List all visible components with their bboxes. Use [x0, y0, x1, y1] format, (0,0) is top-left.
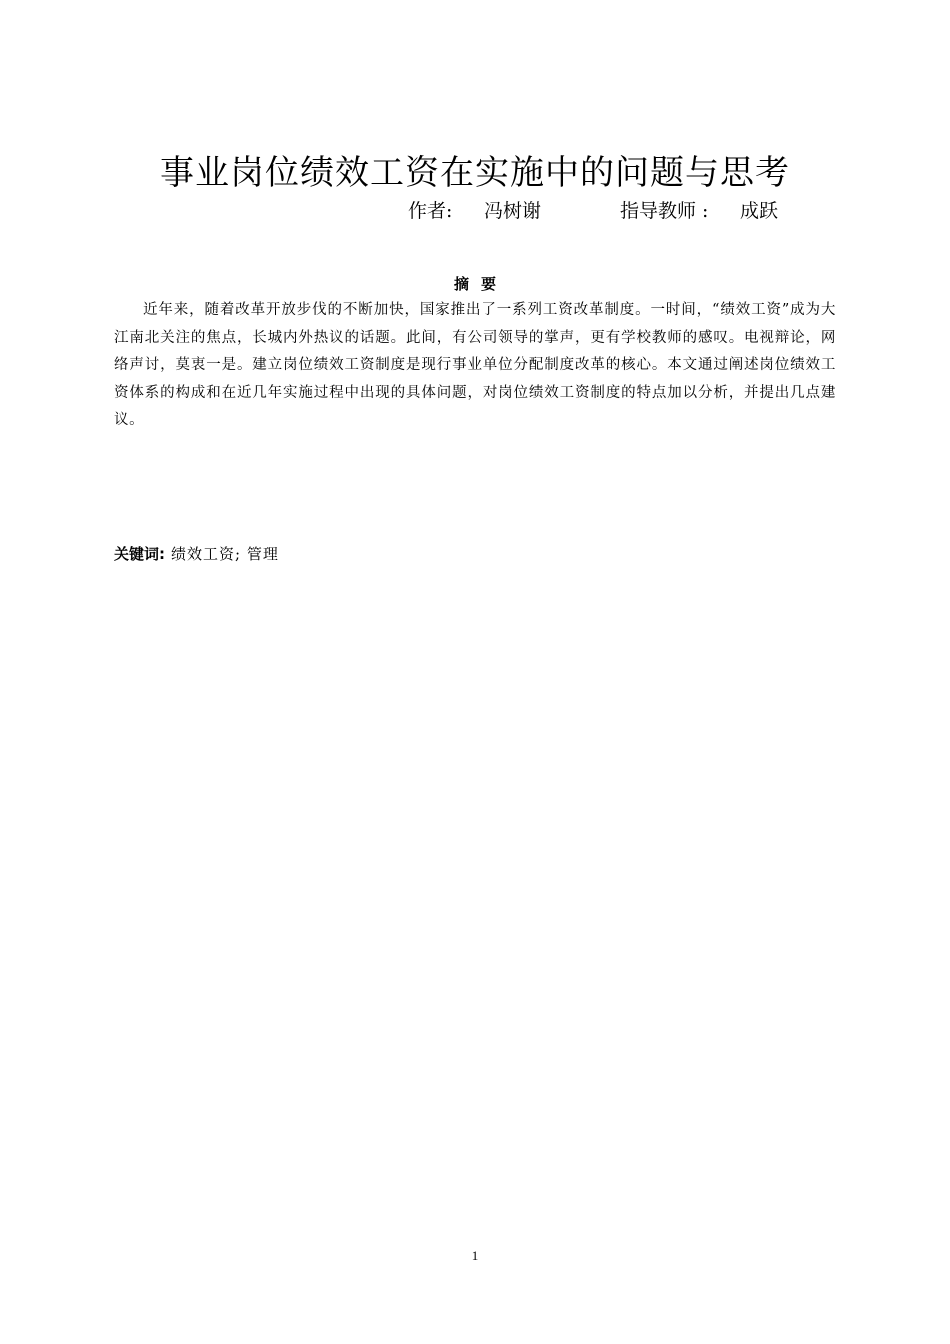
- document-title: 事业岗位绩效工资在实施中的问题与思考: [160, 153, 790, 193]
- author-name: 冯树谢: [484, 200, 542, 222]
- page-number: 1: [471, 1248, 479, 1263]
- abstract-heading: 摘要: [453, 275, 508, 293]
- advisor-label: 指导教师 :: [620, 200, 709, 222]
- keywords-values: 绩效工资; 管理: [171, 545, 279, 563]
- keywords: [114, 542, 714, 566]
- advisor-name: 成跃: [740, 200, 779, 222]
- keywords-label: 关键词:: [114, 545, 165, 563]
- author-label: 作者:: [408, 200, 453, 222]
- abstract-body: 近年来，随着改革开放步伐的不断加快，国家推出了一系列工资改革制度。一时间，“绩效工资”成为大江南北关注的焦点，长城内外热议的话题。此间，有公司领导的掌声，更有学校教师的感叹。电视辩论，网络声讨，莫衷一是。建立岗位绩效工资制度是现行事业单位分配制度改革的核心。本文通过阐述岗位绩效工资体系的构成和在近几年实施过程中出现的具体问题，对岗位绩效工资制度的特点加以分析，并提出几点建议。: [114, 302, 836, 428]
